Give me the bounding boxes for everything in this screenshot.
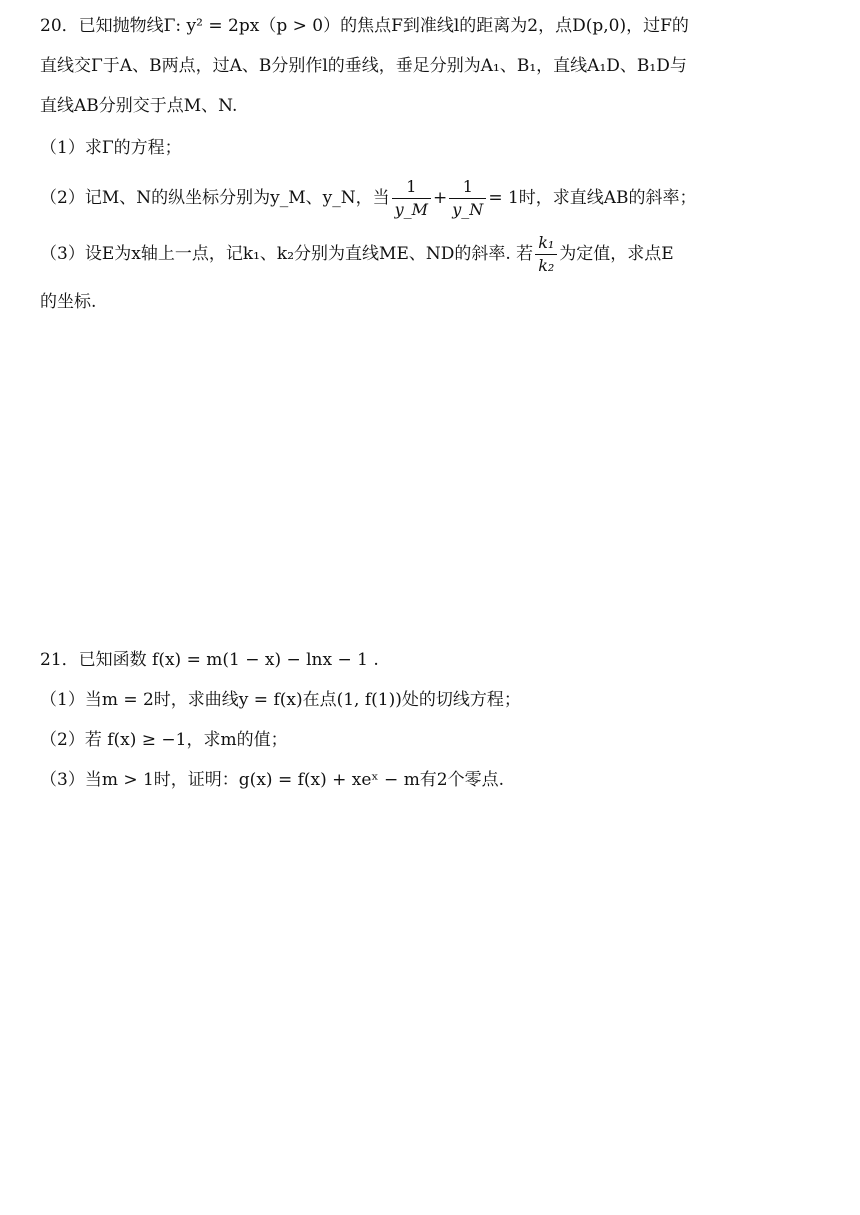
fraction-numerator: 1 xyxy=(449,178,486,199)
problem-21-part-1: （1）当m = 2时，求曲线y = f(x)在点(1, f(1))处的切线方程； xyxy=(40,690,521,710)
problem-20 xyxy=(40,6,830,322)
fraction-denominator: y_N xyxy=(452,200,484,219)
part-2-text-before: （2）记M、N的纵坐标分别为y_M、y_N，当 xyxy=(40,188,390,208)
fraction-numerator: 1 xyxy=(392,178,431,199)
problem-20-part-3 xyxy=(40,226,830,282)
problem-20-part-1: （1）求Γ的方程； xyxy=(40,138,182,158)
part-3-text-after: 为定值，求点E xyxy=(559,244,674,264)
fraction-denominator: k₂ xyxy=(538,256,555,275)
problem-21 xyxy=(40,640,830,800)
part-3-text-before: （3）设E为x轴上一点，记k₁、k₂分别为直线ME、ND的斜率. 若 xyxy=(40,244,534,264)
problem-20-part-2 xyxy=(40,170,830,226)
problem-21-part-2: （2）若 f(x) ≥ −1，求m的值； xyxy=(40,730,288,750)
fraction-1-over-y-n xyxy=(449,178,486,218)
plus-sign: + xyxy=(433,188,448,208)
problem-21-part-3: （3）当m > 1时，证明：g(x) = f(x) + xeˣ − m有2个零点. xyxy=(40,770,505,790)
part-2-text-after: = 1时，求直线AB的斜率； xyxy=(488,188,697,208)
problem-20-line-3: 直线AB分别交于点M、N. xyxy=(40,96,238,116)
problem-21-statement: 21．已知函数 f(x) = m(1 − x) − lnx − 1 . xyxy=(40,650,379,670)
fraction-denominator: y_M xyxy=(394,200,429,219)
problem-20-statement xyxy=(40,6,830,126)
fraction-k1-over-k2 xyxy=(535,234,557,274)
fraction-1-over-y-m xyxy=(392,178,431,218)
problem-20-line-2: 直线交Γ于A、B两点，过A、B分别作l的垂线，垂足分别为A₁、B₁，直线A₁D、B₁D与 xyxy=(40,56,687,76)
problem-20-line-1: 20．已知抛物线Γ: y² = 2px（p > 0）的焦点F到准线l的距离为2，点D(p,0)，过F的 xyxy=(40,16,689,36)
fraction-numerator: k₁ xyxy=(535,234,557,255)
problem-20-part-3-line-2: 的坐标. xyxy=(40,292,97,312)
